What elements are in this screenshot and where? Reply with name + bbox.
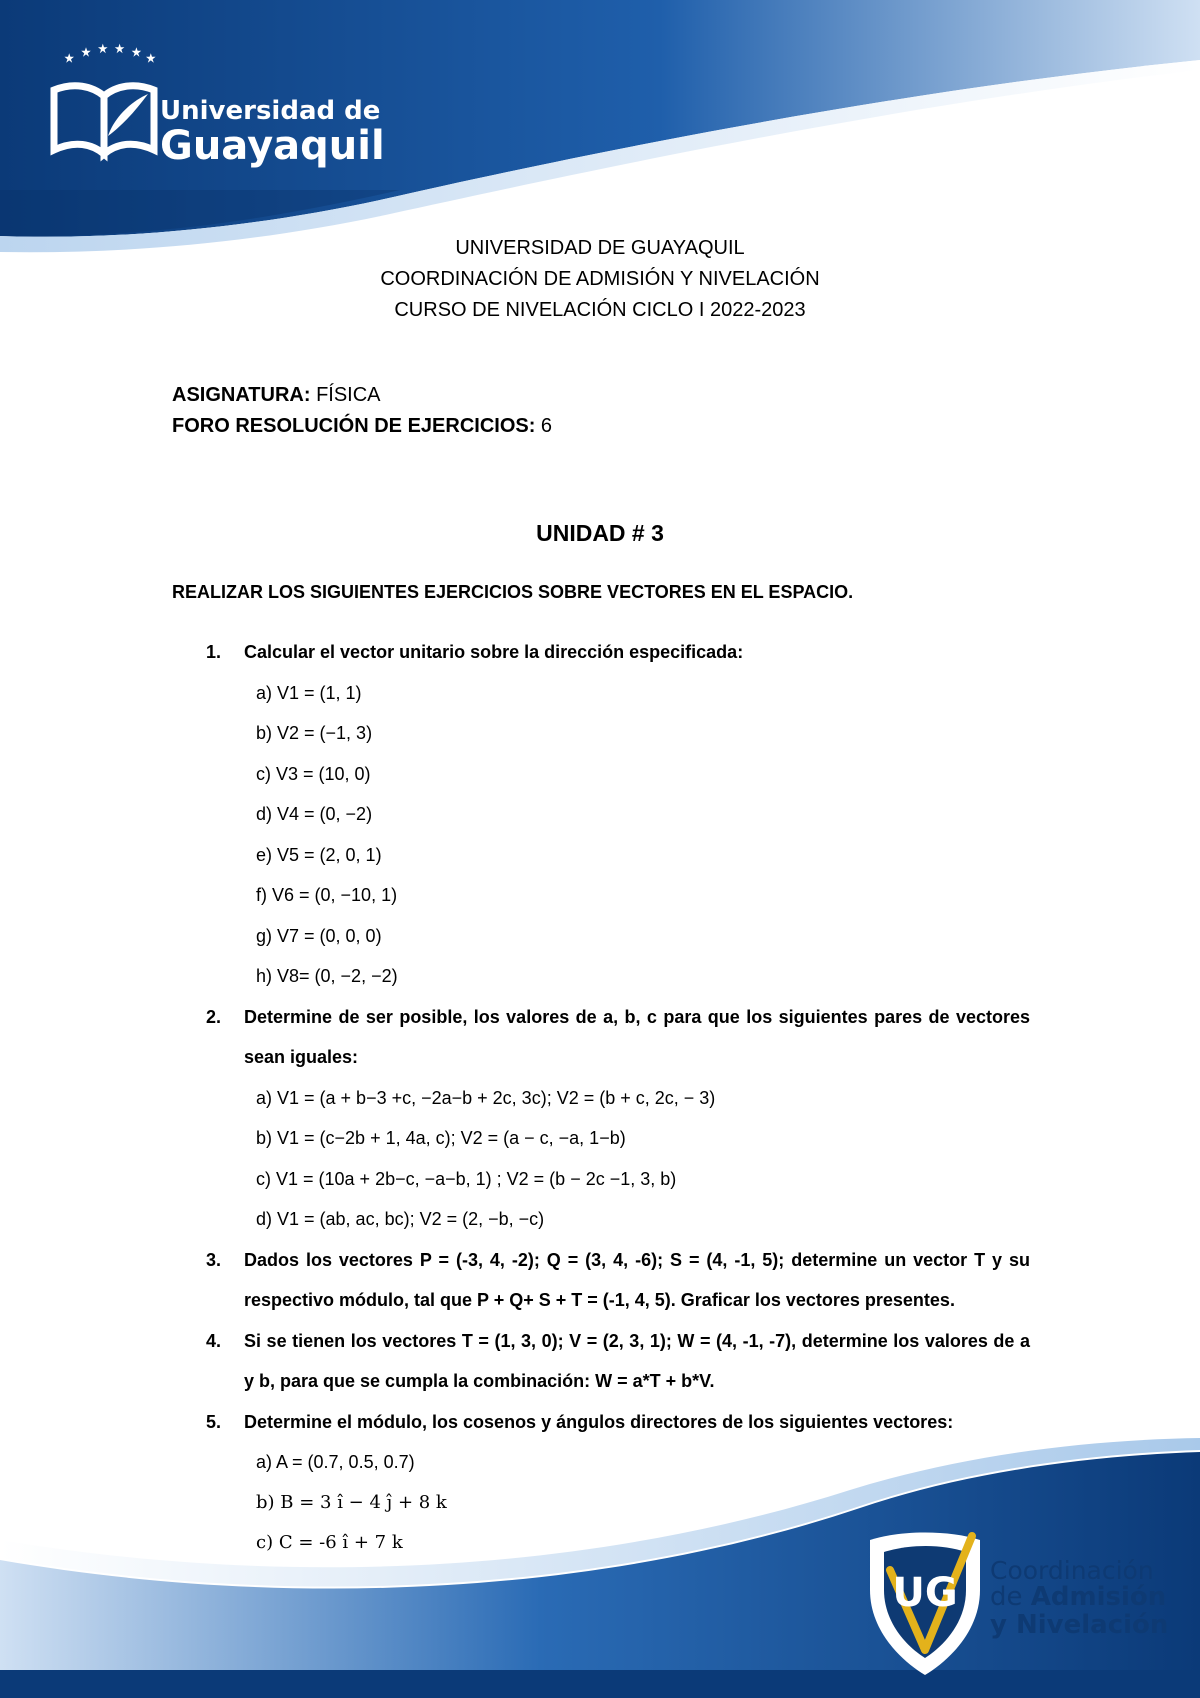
heading-line-2: COORDINACIÓN DE ADMISIÓN Y NIVELACIÓN [380,268,820,290]
open-book-icon [50,40,160,170]
heading-line-3: CURSO DE NIVELACIÓN CICLO I 2022-2023 [394,299,806,321]
coordination-logo [860,1530,1180,1680]
subject-label: ASIGNATURA: [172,384,311,406]
exercise-number: 4. [206,1330,222,1351]
exercise-text: Si se tienen los vectores T = (1, 3, 0); V = (2, 3, 1); W = (4, -1, -7), determine los valores de a y b, para que se cumpla la combinación: W = a*T + b*V. [244,1330,1030,1391]
forum-line [172,411,552,442]
brand-line-1: Universidad de [160,96,381,126]
sub-item: d) V4 = (0, −2) [256,804,373,824]
exercise-number: 3. [206,1249,222,1270]
coord-line-2-bold: Admisión [1030,1582,1167,1613]
ug-shield-icon [860,1530,990,1680]
ug-monogram: UG [892,1570,958,1616]
sub-item: d) V1 = (ab, ac, bc); V2 = (2, −b, −c) [256,1209,545,1229]
document-heading [0,233,1200,326]
sub-item: c) C = -6 î + 7 k [256,1532,403,1553]
sub-item: c) V1 = (10a + 2b−c, −a−b, 1) ; V2 = (b − 2c −1, 3, b) [256,1168,677,1189]
university-logo [50,40,385,170]
coord-line-2 [990,1584,1168,1611]
sub-item: a) V1 = (a + b−3 +c, −2a−b + 2c, 3c); V2 = (b + c, 2c, − 3) [256,1087,716,1108]
sub-item: e) V5 = (2, 0, 1) [256,844,382,865]
subject-block [172,380,552,442]
exercise-2 [172,997,1030,1240]
exercise-text: Determine de ser posible, los valores de a, b, c para que los siguientes pares de vectores sean iguales: [244,1006,1030,1067]
exercise-3 [172,1240,1030,1321]
exercise-1 [172,632,1030,997]
sub-item: c) V3 = (10, 0) [256,763,371,784]
sub-item: a) A = (0.7, 0.5, 0.7) [256,1452,415,1472]
brand-line-2: Guayaquil [160,123,385,169]
sub-item: h) V8= (0, −2, −2) [256,966,398,986]
unit-title: UNIDAD # 3 [536,520,664,546]
sub-item: a) V1 = (1, 1) [256,682,362,703]
instruction-text: REALIZAR LOS SIGUIENTES EJERCICIOS SOBRE VECTORES EN EL ESPACIO. [172,582,854,602]
exercise-text: Calcular el vector unitario sobre la dirección especificada: [244,642,744,662]
coord-line-3: y Nivelación [990,1609,1169,1640]
exercise-number: 2. [206,1006,222,1027]
exercise-number: 1. [206,642,222,662]
sub-item: b) V1 = (c−2b + 1, 4a, c); V2 = (a − c, −a, 1−b) [256,1128,626,1148]
sub-item: b) B = 3 î − 4 ĵ + 8 k [256,1491,447,1513]
exercise-text: Dados los vectores P = (-3, 4, -2); Q = (3, 4, -6); S = (4, -1, 5); determine un vector T y su respectivo módulo, tal que P + Q+ S + T = (-1, 4, 5). Graficar los vectores presentes. [244,1249,1030,1310]
sub-item: g) V7 = (0, 0, 0) [256,925,382,946]
subject-line [172,380,552,411]
subject-value: FÍSICA [310,384,381,406]
coord-line-2-prefix: de [990,1582,1031,1613]
forum-value: 6 [535,415,553,437]
coord-line-1: Coordinación [990,1556,1154,1585]
forum-label: FORO RESOLUCIÓN DE EJERCICIOS: [172,415,536,437]
exercise-4 [172,1321,1030,1402]
sub-item: f) V6 = (0, −10, 1) [256,885,398,905]
heading-line-1: UNIVERSIDAD DE GUAYAQUIL [455,237,745,259]
sub-item: b) V2 = (−1, 3) [256,723,373,743]
exercise-text: Determine el módulo, los cosenos y ángulos directores de los siguientes vectores: [244,1411,954,1432]
exercise-number: 5. [206,1411,222,1432]
